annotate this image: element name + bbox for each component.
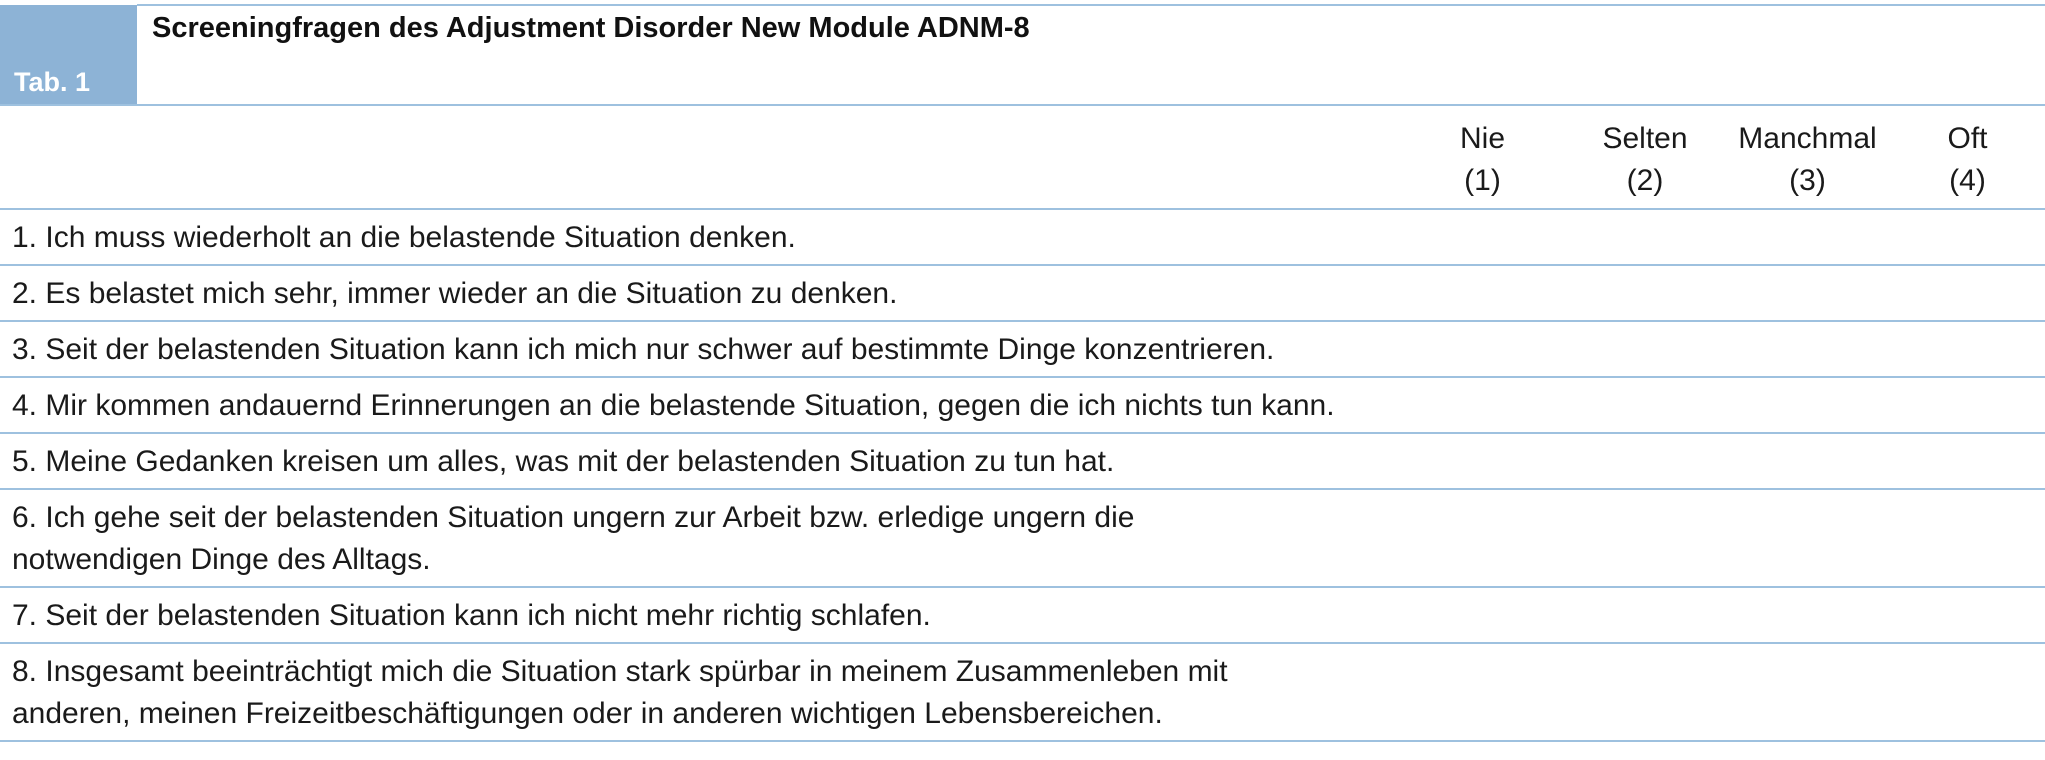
column-header-rule xyxy=(0,208,2045,210)
table-row xyxy=(12,651,1228,735)
column-label: Manchmal xyxy=(1738,122,1877,155)
table-row xyxy=(12,441,1114,483)
table-number-badge: Tab. 1 xyxy=(0,5,137,105)
row-rule xyxy=(0,320,2045,322)
item-text-line: 3. Seit der belastenden Situation kann ich mich nur schwer auf bestimmte Dinge konzentrieren. xyxy=(12,333,1275,366)
row-rule xyxy=(0,586,2045,588)
top-rule xyxy=(137,4,2045,6)
table-row xyxy=(12,497,1134,581)
table-row xyxy=(12,385,1335,427)
item-text-line: anderen, meinen Freizeitbeschäftigungen oder in anderen wichtigen Lebensbereichen. xyxy=(12,697,1163,730)
column-header-selten xyxy=(1590,118,1700,202)
item-text-line: 5. Meine Gedanken kreisen um alles, was mit der belastenden Situation zu tun hat. xyxy=(12,445,1115,478)
column-header-nie xyxy=(1440,118,1525,202)
item-text-line: 8. Insgesamt beeinträchtigt mich die Situation stark spürbar in meinem Zusammenleben mit xyxy=(12,655,1228,688)
column-code: (2) xyxy=(1626,164,1664,197)
column-label: Nie xyxy=(1459,122,1505,155)
row-rule xyxy=(0,740,2045,742)
column-label: Oft xyxy=(1947,122,1988,155)
item-text-line: 2. Es belastet mich sehr, immer wieder an die Situation zu denken. xyxy=(12,277,898,310)
table-row xyxy=(12,329,1274,371)
row-rule xyxy=(0,642,2045,644)
row-rule xyxy=(0,376,2045,378)
row-rule xyxy=(0,488,2045,490)
column-code: (3) xyxy=(1789,164,1826,197)
item-text-line: 6. Ich gehe seit der belastenden Situation ungern zur Arbeit bzw. erledige ungern die xyxy=(12,501,1135,534)
row-rule xyxy=(0,264,2045,266)
table-row xyxy=(12,273,897,315)
item-text-line: 1. Ich muss wiederholt an die belastende Situation denken. xyxy=(12,221,796,254)
column-code: (1) xyxy=(1464,164,1501,197)
column-code: (4) xyxy=(1949,164,1986,197)
item-text-line: notwendigen Dinge des Alltags. xyxy=(12,543,431,576)
table-title: Screeningfragen des Adjustment Disorder New Module ADNM-8 xyxy=(152,12,1030,44)
column-label: Selten xyxy=(1602,122,1688,155)
header-rule xyxy=(0,104,2045,106)
item-text-line: 4. Mir kommen andauernd Erinnerungen an die belastende Situation, gegen die ich nichts tun kann. xyxy=(12,389,1335,422)
row-rule xyxy=(0,432,2045,434)
table-row xyxy=(12,595,931,637)
table-row xyxy=(12,217,796,259)
column-header-manchmal xyxy=(1725,118,1890,202)
column-header-oft xyxy=(1925,118,2010,202)
item-text-line: 7. Seit der belastenden Situation kann ich nicht mehr richtig schlafen. xyxy=(12,599,931,632)
